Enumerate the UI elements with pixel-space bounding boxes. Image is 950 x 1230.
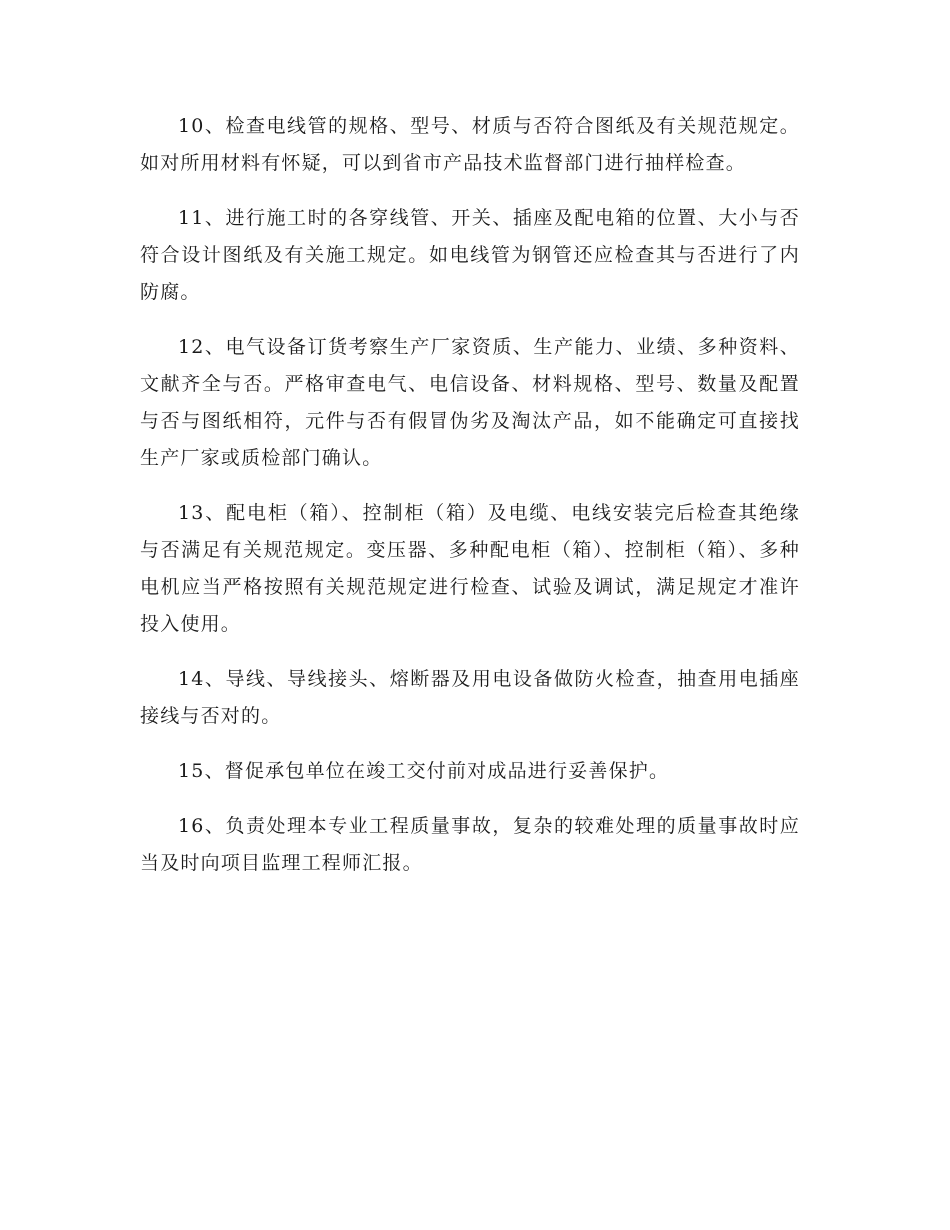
paragraph-item-16: 16、负责处理本专业工程质量事故，复杂的较难处理的质量事故时应当及时向项目监理工程师汇报。 — [140, 815, 800, 874]
paragraph-item-13: 13、配电柜（箱）、控制柜（箱）及电缆、电线安装完后检查其绝缘与否满足有关规范规定。变压器、多种配电柜（箱）、控制柜（箱）、多种电机应当严格按照有关规范规定进行检查、试验及调试，满足规定才准许投入使用。 — [140, 502, 800, 635]
document-body — [140, 108, 800, 900]
paragraph-item-15: 15、督促承包单位在竣工交付前对成品进行妥善保护。 — [178, 760, 670, 782]
paragraph-item-12: 12、电气设备订货考察生产厂家资质、生产能力、业绩、多种资料、文献齐全与否。严格审查电气、电信设备、材料规格、型号、数量及配置与否与图纸相符，元件与否有假冒伪劣及淘汰产品，如不能确定可直接找生产厂家或质检部门确认。 — [140, 336, 800, 469]
paragraph-item-14: 14、导线、导线接头、熔断器及用电设备做防火检查，抽查用电插座接线与否对的。 — [140, 668, 800, 727]
paragraph-item-11: 11、进行施工时的各穿线管、开关、插座及配电箱的位置、大小与否符合设计图纸及有关施工规定。如电线管为钢管还应检查其与否进行了内防腐。 — [140, 207, 800, 303]
paragraph-item-10: 10、检查电线管的规格、型号、材质与否符合图纸及有关规范规定。如对所用材料有怀疑，可以到省市产品技术监督部门进行抽样检查。 — [140, 115, 800, 174]
